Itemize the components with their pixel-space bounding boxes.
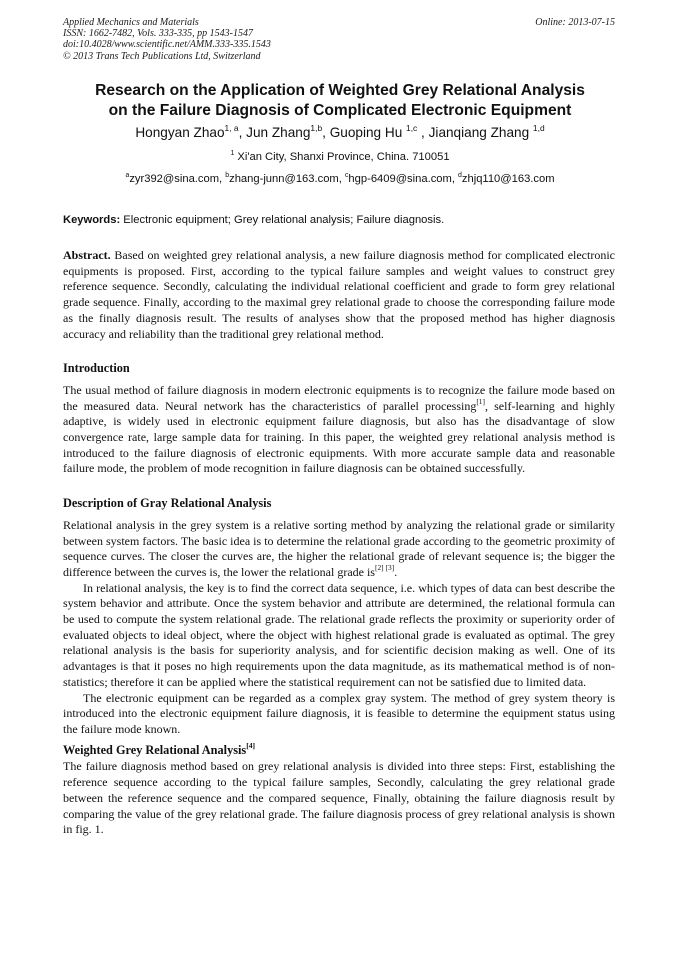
author-name: Hongyan Zhao [135,125,225,140]
author-separator: , [238,125,247,140]
author-list [40,124,640,142]
author-affil-mark: 1, a [224,122,239,133]
copyright-line: © 2013 Trans Tech Publications Ltd, Switzerland [63,50,261,62]
online-date: Online: 2013-07-15 [535,17,615,28]
abstract-label: Abstract. [63,248,111,262]
issn-line: ISSN: 1662-7482, Vols. 333-335, pp 1543-1547 [63,28,253,40]
citation-ref: [4] [246,740,256,750]
author-separator: , [322,125,330,140]
email-mark: d [458,171,462,179]
journal-name: Applied Mechanics and Materials [63,17,199,28]
author-name: Guoping Hu [329,125,407,140]
abstract-text: Based on weighted grey relational analysis, a new failure diagnosis method for complicated electronic equipments is proposed. First, according to the typical failure samples and weight values to construct grey reference sequence. Secondly, calculating the individual relational coefficient and grade to form grey relational grade sequence. Finally, according to the maximal grey relational grade to choose the corresponding failure mode as the finally diagnosis result. The results of analyses show that the proposed method has higher diagnosis accuracy and reliability than the traditional grey relational method. [63,248,615,341]
author-name: Jun Zhang [246,125,311,140]
title-line-2: on the Failure Diagnosis of Complicated Electronic Equipment [108,102,572,119]
introduction-paragraph [63,383,615,477]
author-affil-mark: 1,b [310,122,323,133]
gra-p1-text: Relational analysis in the grey system is a relative sorting method by analyzing the relational grade or similarity between system factors. The basic idea is to determine the relational grade according to the geometric proximity of sequence curves. The closer the curves are, the higher the relational grade of relevant sequence is; the bigger the difference between the curves is, the lower the relational grade is [63,517,615,579]
abstract-paragraph [63,248,615,342]
gra-paragraph-3: The electronic equipment can be regarded as a complex gray system. The method of grey system theory is introduced into the electronic equipment failure diagnosis, it is feasible to determine the equipment status using the failure mode known. [63,690,615,736]
section-heading-introduction: Introduction [63,361,130,376]
citation-ref: [2] [3] [374,563,395,573]
doi-line: doi:10.4028/www.scientific.net/AMM.333-335.1543 [63,39,271,51]
author-affil-mark: 1,c [406,122,418,133]
section-heading-gray-relational-analysis: Description of Gray Relational Analysis [63,496,272,511]
gra-paragraph-2: In relational analysis, the key is to find the correct data sequence, i.e. which types of data can best describe the system behavior and attribute. Once the system behavior and attribute are determined, the relational formula can be used to compute the system relational grade. The relational grade reflects the proximity or superiority order of evaluated objects to ideal object, where the object with highest relational grade is evaluated as optimal. The grey relational analysis is the basis for superiority analysis, and for scientific decision making as well. One of its advantages is that it poses no high requirements upon the data magnitude, as its mathematical method is of non-statistics; therefore it can be applied where the statistical requirement can not be satisfied due to limited data. [63,580,615,689]
author-emails [40,172,640,186]
keywords [63,213,615,227]
paper-title [40,81,640,121]
email-address: zhang-junn@163.com, [229,173,345,185]
gra-p1-end: . [394,564,398,579]
intro-text-part-2: , self-learning and highly adaptive, is widely used in electronic equipment failure diagnosis, but also has the disadvantage of slow convergence rate, large sample data for training. In this paper, the weighted grey relational analysis method is introduced to the failure diagnosis of electronic equipments. With more accurate sample data and reasonable failure mode, the problem of mode recognition in failure diagnosis can be obtained successfully. [63,398,615,476]
email-mark: a [125,171,130,179]
email-mark: c [344,171,349,179]
author-affil-mark: 1,d [532,122,545,133]
author-name: Jianqiang Zhang [428,125,533,140]
wgra-paragraph: The failure diagnosis method based on grey relational analysis is divided into three steps: First, establishing the reference sequence according to the typical failure samples, Secondly, calculating the grey relational grade between the reference sequence and the compared sequence, Finally, obtaining the failure diagnosis result by comparing the value of the grey relational grade. The failure diagnosis process of grey relational analysis is shown in fig. 1. [63,759,615,837]
paper-body [63,248,615,838]
gra-paragraph-1 [63,518,615,581]
email-address: hgp-6409@sina.com, [348,173,459,185]
keywords-label: Keywords: [63,214,121,226]
citation-ref: [1] [476,396,486,406]
wgra-heading-text: Weighted Grey Relational Analysis [63,742,247,757]
email-address: zyr392@sina.com, [129,173,226,185]
author-separator: , [417,125,429,140]
section-heading-weighted-gra [63,740,615,759]
journal-header [63,17,615,62]
title-line-1: Research on the Application of Weighted Grey Relational Analysis [95,82,585,99]
email-mark: b [225,171,230,179]
affiliation-text: Xi'an City, Shanxi Province, China. 710051 [234,151,450,163]
email-address: zhjq110@163.com [461,173,555,185]
affiliation [40,150,640,164]
intro-text-part-1: The usual method of failure diagnosis in modern electronic equipments is to recognize the failure mode based on the measured data. Neural network has the characteristics of parallel processing [63,382,615,413]
keywords-text: Electronic equipment; Grey relational analysis; Failure diagnosis. [120,214,445,226]
affiliation-mark: 1 [230,149,235,157]
